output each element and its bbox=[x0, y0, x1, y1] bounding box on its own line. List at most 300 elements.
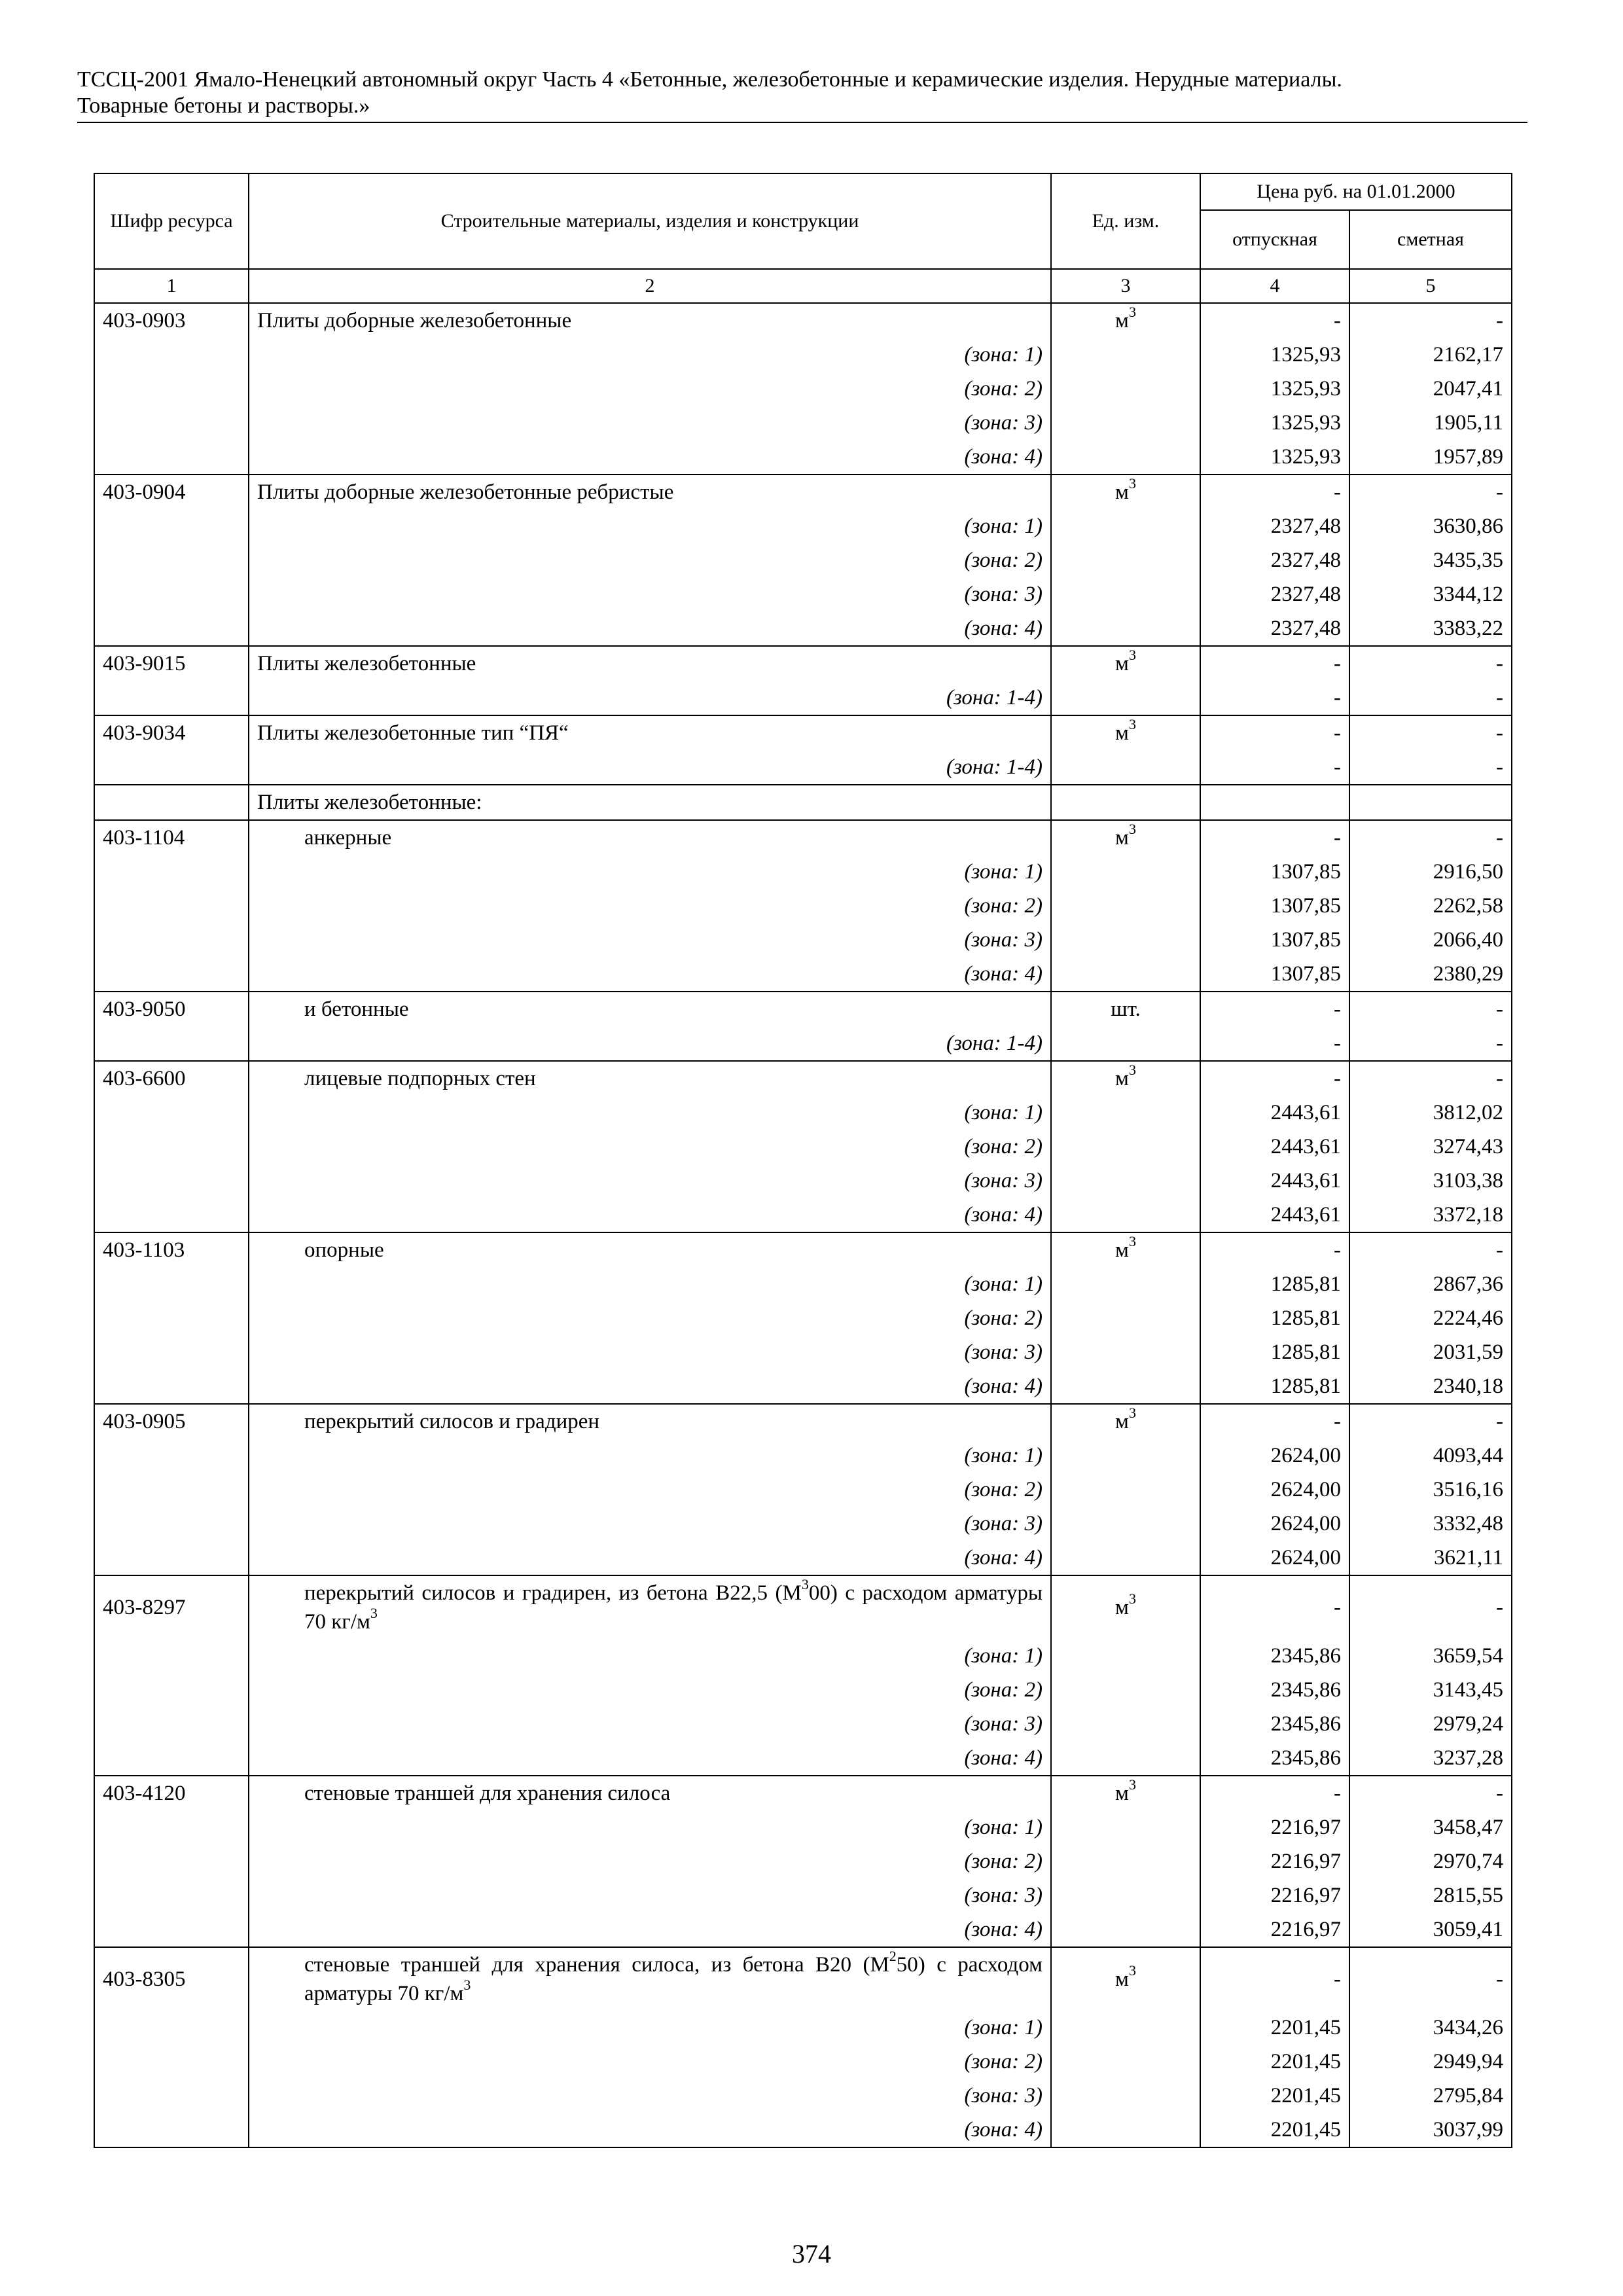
release-price: - bbox=[1200, 646, 1349, 681]
zone-row bbox=[94, 1878, 1512, 1912]
zone-row bbox=[94, 1741, 1512, 1776]
resource-code bbox=[94, 1507, 249, 1541]
estimate-price: - bbox=[1349, 750, 1512, 785]
estimate-price: 3659,54 bbox=[1349, 1639, 1512, 1673]
unit bbox=[1051, 785, 1200, 820]
estimate-price: 3812,02 bbox=[1349, 1096, 1512, 1130]
resource-code: 403-0904 bbox=[94, 475, 249, 509]
material-name: Плиты железобетонные bbox=[249, 646, 1051, 681]
resource-code bbox=[94, 1096, 249, 1130]
release-price: 2624,00 bbox=[1200, 1507, 1349, 1541]
release-price: - bbox=[1200, 715, 1349, 750]
material-name: перекрытий силосов и градирен bbox=[249, 1404, 1051, 1439]
table-row bbox=[94, 715, 1512, 750]
zone-row bbox=[94, 509, 1512, 543]
release-price: - bbox=[1200, 992, 1349, 1026]
unit: $м^3$ bbox=[1051, 475, 1200, 509]
unit bbox=[1051, 957, 1200, 992]
resource-code bbox=[94, 750, 249, 785]
release-price: 1285,81 bbox=[1200, 1267, 1349, 1301]
resource-code: 403-9050 bbox=[94, 992, 249, 1026]
document-header bbox=[77, 67, 1527, 123]
estimate-price: 3383,22 bbox=[1349, 611, 1512, 646]
resource-code bbox=[94, 1301, 249, 1335]
zone-label: (зона: 1-4) bbox=[249, 750, 1051, 785]
resource-code bbox=[94, 957, 249, 992]
release-price: 1307,85 bbox=[1200, 889, 1349, 923]
resource-code bbox=[94, 1439, 249, 1473]
release-price: 2624,00 bbox=[1200, 1541, 1349, 1575]
estimate-price: 3332,48 bbox=[1349, 1507, 1512, 1541]
header-name: Строительные материалы, изделия и конструкции bbox=[249, 173, 1051, 269]
estimate-price: - bbox=[1349, 646, 1512, 681]
column-number: 1 bbox=[94, 269, 249, 303]
release-price: 2443,61 bbox=[1200, 1198, 1349, 1232]
table-row bbox=[94, 1947, 1512, 2011]
zone-row bbox=[94, 2113, 1512, 2147]
header-price-group: Цена руб. на 01.01.2000 bbox=[1200, 173, 1512, 210]
zone-label: (зона: 1) bbox=[249, 1439, 1051, 1473]
zone-row bbox=[94, 923, 1512, 957]
release-price: - bbox=[1200, 1061, 1349, 1096]
zone-row bbox=[94, 1507, 1512, 1541]
zone-label: (зона: 2) bbox=[249, 372, 1051, 406]
unit bbox=[1051, 2011, 1200, 2045]
resource-code bbox=[94, 1912, 249, 1947]
zone-row bbox=[94, 1267, 1512, 1301]
resource-code bbox=[94, 509, 249, 543]
release-price: 1325,93 bbox=[1200, 338, 1349, 372]
estimate-price: 3621,11 bbox=[1349, 1541, 1512, 1575]
zone-row bbox=[94, 1164, 1512, 1198]
release-price: - bbox=[1200, 1026, 1349, 1061]
release-price: 1307,85 bbox=[1200, 957, 1349, 992]
zone-label: (зона: 4) bbox=[249, 1369, 1051, 1404]
unit bbox=[1051, 1439, 1200, 1473]
material-name: и бетонные bbox=[249, 992, 1051, 1026]
unit bbox=[1051, 577, 1200, 611]
resource-code bbox=[94, 1541, 249, 1575]
resource-code bbox=[94, 440, 249, 475]
header-release-price: отпускная bbox=[1200, 210, 1349, 269]
unit bbox=[1051, 1026, 1200, 1061]
release-price: 2443,61 bbox=[1200, 1164, 1349, 1198]
resource-code: 403-1104 bbox=[94, 820, 249, 855]
zone-label: (зона: 4) bbox=[249, 1741, 1051, 1776]
zone-label: (зона: 4) bbox=[249, 2113, 1051, 2147]
resource-code bbox=[94, 611, 249, 646]
resource-code: 403-4120 bbox=[94, 1776, 249, 1810]
unit bbox=[1051, 543, 1200, 577]
release-price: 1285,81 bbox=[1200, 1301, 1349, 1335]
estimate-price: 3059,41 bbox=[1349, 1912, 1512, 1947]
zone-row bbox=[94, 611, 1512, 646]
zone-row bbox=[94, 1369, 1512, 1404]
table-row bbox=[94, 1575, 1512, 1639]
zone-row bbox=[94, 1639, 1512, 1673]
material-name: Плиты доборные железобетонные ребристые bbox=[249, 475, 1051, 509]
estimate-price: 2795,84 bbox=[1349, 2079, 1512, 2113]
zone-label: (зона: 1) bbox=[249, 1639, 1051, 1673]
resource-code bbox=[94, 1707, 249, 1741]
zone-row bbox=[94, 2045, 1512, 2079]
release-price: 2327,48 bbox=[1200, 577, 1349, 611]
column-number: 3 bbox=[1051, 269, 1200, 303]
unit: $м^3$ bbox=[1051, 1232, 1200, 1267]
zone-row bbox=[94, 406, 1512, 440]
resource-code: 403-1103 bbox=[94, 1232, 249, 1267]
unit: $м^3$ bbox=[1051, 303, 1200, 338]
estimate-price: 2970,74 bbox=[1349, 1844, 1512, 1878]
resource-code bbox=[94, 543, 249, 577]
zone-label: (зона: 1) bbox=[249, 1267, 1051, 1301]
estimate-price: - bbox=[1349, 1026, 1512, 1061]
zone-label: (зона: 3) bbox=[249, 406, 1051, 440]
resource-code: 403-8305 bbox=[94, 1947, 249, 2011]
resource-code bbox=[94, 1267, 249, 1301]
zone-label: (зона: 2) bbox=[249, 1301, 1051, 1335]
unit: $м^3$ bbox=[1051, 1061, 1200, 1096]
estimate-price bbox=[1349, 785, 1512, 820]
zone-label: (зона: 3) bbox=[249, 577, 1051, 611]
resource-code bbox=[94, 1130, 249, 1164]
zone-row bbox=[94, 1473, 1512, 1507]
unit: шт. bbox=[1051, 992, 1200, 1026]
zone-row bbox=[94, 577, 1512, 611]
zone-label: (зона: 1) bbox=[249, 338, 1051, 372]
unit bbox=[1051, 440, 1200, 475]
table-row bbox=[94, 646, 1512, 681]
estimate-price: 2262,58 bbox=[1349, 889, 1512, 923]
resource-code bbox=[94, 338, 249, 372]
page-number: 374 bbox=[792, 2239, 831, 2269]
resource-code: 403-8297 bbox=[94, 1575, 249, 1639]
release-price: 2624,00 bbox=[1200, 1473, 1349, 1507]
resource-code bbox=[94, 1026, 249, 1061]
estimate-price: 2979,24 bbox=[1349, 1707, 1512, 1741]
unit bbox=[1051, 1541, 1200, 1575]
resource-code bbox=[94, 855, 249, 889]
unit bbox=[1051, 2079, 1200, 2113]
zone-label: (зона: 1) bbox=[249, 1096, 1051, 1130]
zone-row bbox=[94, 1541, 1512, 1575]
unit bbox=[1051, 1912, 1200, 1947]
estimate-price: 3237,28 bbox=[1349, 1741, 1512, 1776]
zone-row bbox=[94, 1707, 1512, 1741]
zone-row bbox=[94, 1301, 1512, 1335]
estimate-price: 2949,94 bbox=[1349, 2045, 1512, 2079]
material-name: опорные bbox=[249, 1232, 1051, 1267]
header-code: Шифр ресурса bbox=[94, 173, 249, 269]
zone-row bbox=[94, 855, 1512, 889]
unit bbox=[1051, 1369, 1200, 1404]
table-row bbox=[94, 1061, 1512, 1096]
zone-label: (зона: 1) bbox=[249, 2011, 1051, 2045]
estimate-price: 3103,38 bbox=[1349, 1164, 1512, 1198]
zone-row bbox=[94, 750, 1512, 785]
unit bbox=[1051, 1164, 1200, 1198]
resource-code bbox=[94, 889, 249, 923]
resource-code bbox=[94, 2045, 249, 2079]
release-price: 1307,85 bbox=[1200, 855, 1349, 889]
estimate-price: 1957,89 bbox=[1349, 440, 1512, 475]
zone-label: (зона: 1) bbox=[249, 855, 1051, 889]
unit: $м^3$ bbox=[1051, 1404, 1200, 1439]
unit bbox=[1051, 1844, 1200, 1878]
release-price: 2216,97 bbox=[1200, 1878, 1349, 1912]
release-price: 2345,86 bbox=[1200, 1639, 1349, 1673]
estimate-price: - bbox=[1349, 303, 1512, 338]
unit: $м^3$ bbox=[1051, 715, 1200, 750]
resource-code bbox=[94, 1878, 249, 1912]
release-price: - bbox=[1200, 1232, 1349, 1267]
estimate-price: 3630,86 bbox=[1349, 509, 1512, 543]
zone-row bbox=[94, 2079, 1512, 2113]
resource-code bbox=[94, 1741, 249, 1776]
resource-code bbox=[94, 1164, 249, 1198]
unit bbox=[1051, 2113, 1200, 2147]
zone-label: (зона: 2) bbox=[249, 1673, 1051, 1707]
resource-code: 403-0903 bbox=[94, 303, 249, 338]
unit bbox=[1051, 1810, 1200, 1844]
release-price: - bbox=[1200, 303, 1349, 338]
zone-label: (зона: 1-4) bbox=[249, 1026, 1051, 1061]
material-name: стеновые траншей для хранения силоса, из бетона В20 $(М^250)$ с расходом арматуры 70 $кг/м^3$ bbox=[249, 1947, 1051, 2011]
unit bbox=[1051, 1673, 1200, 1707]
resource-code bbox=[94, 1335, 249, 1369]
estimate-price: 2815,55 bbox=[1349, 1878, 1512, 1912]
zone-label: (зона: 2) bbox=[249, 2045, 1051, 2079]
estimate-price: - bbox=[1349, 820, 1512, 855]
release-price: 2216,97 bbox=[1200, 1912, 1349, 1947]
release-price: 1325,93 bbox=[1200, 440, 1349, 475]
resource-code bbox=[94, 1639, 249, 1673]
unit bbox=[1051, 923, 1200, 957]
resource-code bbox=[94, 406, 249, 440]
material-name: Плиты железобетонные тип “ПЯ“ bbox=[249, 715, 1051, 750]
zone-row bbox=[94, 1096, 1512, 1130]
zone-row bbox=[94, 543, 1512, 577]
release-price: 2443,61 bbox=[1200, 1130, 1349, 1164]
zone-row bbox=[94, 1439, 1512, 1473]
resource-code bbox=[94, 1198, 249, 1232]
unit: $м^3$ bbox=[1051, 820, 1200, 855]
zone-label: (зона: 1-4) bbox=[249, 681, 1051, 715]
estimate-price: - bbox=[1349, 992, 1512, 1026]
estimate-price: 2867,36 bbox=[1349, 1267, 1512, 1301]
estimate-price: 2916,50 bbox=[1349, 855, 1512, 889]
release-price: 2216,97 bbox=[1200, 1844, 1349, 1878]
material-name: лицевые подпорных стен bbox=[249, 1061, 1051, 1096]
resource-code bbox=[94, 681, 249, 715]
unit bbox=[1051, 1507, 1200, 1541]
material-name: стеновые траншей для хранения силоса bbox=[249, 1776, 1051, 1810]
estimate-price: 3458,47 bbox=[1349, 1810, 1512, 1844]
estimate-price: 2224,46 bbox=[1349, 1301, 1512, 1335]
unit bbox=[1051, 2045, 1200, 2079]
release-price: 2201,45 bbox=[1200, 2113, 1349, 2147]
unit bbox=[1051, 1878, 1200, 1912]
resource-code: 403-9034 bbox=[94, 715, 249, 750]
estimate-price: 3143,45 bbox=[1349, 1673, 1512, 1707]
zone-label: (зона: 1) bbox=[249, 1810, 1051, 1844]
zone-row bbox=[94, 338, 1512, 372]
table-row bbox=[94, 475, 1512, 509]
table-row bbox=[94, 1232, 1512, 1267]
unit bbox=[1051, 1198, 1200, 1232]
release-price: 1325,93 bbox=[1200, 406, 1349, 440]
zone-label: (зона: 2) bbox=[249, 1473, 1051, 1507]
material-name: Плиты доборные железобетонные bbox=[249, 303, 1051, 338]
table-row bbox=[94, 785, 1512, 820]
estimate-price: 2380,29 bbox=[1349, 957, 1512, 992]
unit: $м^3$ bbox=[1051, 1776, 1200, 1810]
unit bbox=[1051, 611, 1200, 646]
zone-label: (зона: 2) bbox=[249, 1844, 1051, 1878]
estimate-price: 1905,11 bbox=[1349, 406, 1512, 440]
zone-label: (зона: 4) bbox=[249, 611, 1051, 646]
release-price: 1307,85 bbox=[1200, 923, 1349, 957]
zone-label: (зона: 2) bbox=[249, 1130, 1051, 1164]
estimate-price: 3434,26 bbox=[1349, 2011, 1512, 2045]
release-price: 2443,61 bbox=[1200, 1096, 1349, 1130]
zone-label: (зона: 4) bbox=[249, 1912, 1051, 1947]
zone-row bbox=[94, 1198, 1512, 1232]
release-price: 2327,48 bbox=[1200, 611, 1349, 646]
estimate-price: 3372,18 bbox=[1349, 1198, 1512, 1232]
resource-code bbox=[94, 2011, 249, 2045]
material-name: анкерные bbox=[249, 820, 1051, 855]
header-unit: Ед. изм. bbox=[1051, 173, 1200, 269]
estimate-price: - bbox=[1349, 715, 1512, 750]
release-price: 2345,86 bbox=[1200, 1741, 1349, 1776]
resource-code: 403-6600 bbox=[94, 1061, 249, 1096]
estimate-price: - bbox=[1349, 1061, 1512, 1096]
zone-row bbox=[94, 1912, 1512, 1947]
zone-row bbox=[94, 1335, 1512, 1369]
unit bbox=[1051, 1301, 1200, 1335]
table-row bbox=[94, 1404, 1512, 1439]
release-price: 2345,86 bbox=[1200, 1707, 1349, 1741]
unit bbox=[1051, 372, 1200, 406]
unit: $м^3$ bbox=[1051, 1947, 1200, 2011]
estimate-price: 3037,99 bbox=[1349, 2113, 1512, 2147]
estimate-price: 3344,12 bbox=[1349, 577, 1512, 611]
table-row bbox=[94, 992, 1512, 1026]
price-table bbox=[94, 173, 1512, 2148]
zone-label: (зона: 2) bbox=[249, 889, 1051, 923]
resource-code bbox=[94, 923, 249, 957]
header-line-2: Товарные бетоны и растворы.» bbox=[77, 94, 370, 118]
zone-row bbox=[94, 440, 1512, 475]
table-row bbox=[94, 303, 1512, 338]
estimate-price: 2047,41 bbox=[1349, 372, 1512, 406]
estimate-price: 3274,43 bbox=[1349, 1130, 1512, 1164]
release-price: 2216,97 bbox=[1200, 1810, 1349, 1844]
zone-row bbox=[94, 889, 1512, 923]
material-name: Плиты железобетонные: bbox=[249, 785, 1051, 820]
zone-row bbox=[94, 1130, 1512, 1164]
release-price: - bbox=[1200, 681, 1349, 715]
zone-label: (зона: 3) bbox=[249, 1164, 1051, 1198]
estimate-price: 4093,44 bbox=[1349, 1439, 1512, 1473]
resource-code bbox=[94, 1673, 249, 1707]
release-price: 2327,48 bbox=[1200, 543, 1349, 577]
zone-label: (зона: 4) bbox=[249, 1541, 1051, 1575]
estimate-price: - bbox=[1349, 1404, 1512, 1439]
zone-row bbox=[94, 681, 1512, 715]
estimate-price: 3516,16 bbox=[1349, 1473, 1512, 1507]
zone-row bbox=[94, 957, 1512, 992]
estimate-price: - bbox=[1349, 475, 1512, 509]
unit bbox=[1051, 1741, 1200, 1776]
release-price: 2624,00 bbox=[1200, 1439, 1349, 1473]
unit bbox=[1051, 1096, 1200, 1130]
release-price: - bbox=[1200, 1776, 1349, 1810]
resource-code: 403-9015 bbox=[94, 646, 249, 681]
unit bbox=[1051, 855, 1200, 889]
zone-row bbox=[94, 1844, 1512, 1878]
release-price: - bbox=[1200, 1404, 1349, 1439]
release-price: 2345,86 bbox=[1200, 1673, 1349, 1707]
resource-code bbox=[94, 2079, 249, 2113]
unit bbox=[1051, 681, 1200, 715]
estimate-price: 2340,18 bbox=[1349, 1369, 1512, 1404]
release-price: 1285,81 bbox=[1200, 1369, 1349, 1404]
resource-code bbox=[94, 1473, 249, 1507]
release-price: 2201,45 bbox=[1200, 2011, 1349, 2045]
estimate-price: - bbox=[1349, 1776, 1512, 1810]
unit bbox=[1051, 750, 1200, 785]
zone-row bbox=[94, 1673, 1512, 1707]
unit bbox=[1051, 1335, 1200, 1369]
estimate-price: - bbox=[1349, 1575, 1512, 1639]
unit bbox=[1051, 1267, 1200, 1301]
release-price: 1325,93 bbox=[1200, 372, 1349, 406]
estimate-price: 2162,17 bbox=[1349, 338, 1512, 372]
resource-code bbox=[94, 1369, 249, 1404]
estimate-price: 2066,40 bbox=[1349, 923, 1512, 957]
release-price bbox=[1200, 785, 1349, 820]
zone-label: (зона: 3) bbox=[249, 1507, 1051, 1541]
unit bbox=[1051, 1707, 1200, 1741]
release-price: 1285,81 bbox=[1200, 1335, 1349, 1369]
zone-label: (зона: 2) bbox=[249, 543, 1051, 577]
zone-label: (зона: 3) bbox=[249, 1878, 1051, 1912]
resource-code bbox=[94, 785, 249, 820]
estimate-price: - bbox=[1349, 1947, 1512, 2011]
zone-label: (зона: 1) bbox=[249, 509, 1051, 543]
estimate-price: 3435,35 bbox=[1349, 543, 1512, 577]
column-number: 5 bbox=[1349, 269, 1512, 303]
column-number: 4 bbox=[1200, 269, 1349, 303]
zone-row bbox=[94, 372, 1512, 406]
header-line-1: ТССЦ-2001 Ямало-Ненецкий автономный округ Часть 4 «Бетонные, железобетонные и керамические изделия. Нерудные материалы. bbox=[77, 67, 1342, 92]
zone-row bbox=[94, 2011, 1512, 2045]
estimate-price: - bbox=[1349, 1232, 1512, 1267]
zone-row bbox=[94, 1810, 1512, 1844]
header-estimate-price: сметная bbox=[1349, 210, 1512, 269]
estimate-price: 2031,59 bbox=[1349, 1335, 1512, 1369]
unit bbox=[1051, 406, 1200, 440]
unit: $м^3$ bbox=[1051, 1575, 1200, 1639]
unit bbox=[1051, 1130, 1200, 1164]
resource-code bbox=[94, 2113, 249, 2147]
resource-code bbox=[94, 1844, 249, 1878]
zone-label: (зона: 4) bbox=[249, 1198, 1051, 1232]
unit bbox=[1051, 509, 1200, 543]
table-row bbox=[94, 820, 1512, 855]
